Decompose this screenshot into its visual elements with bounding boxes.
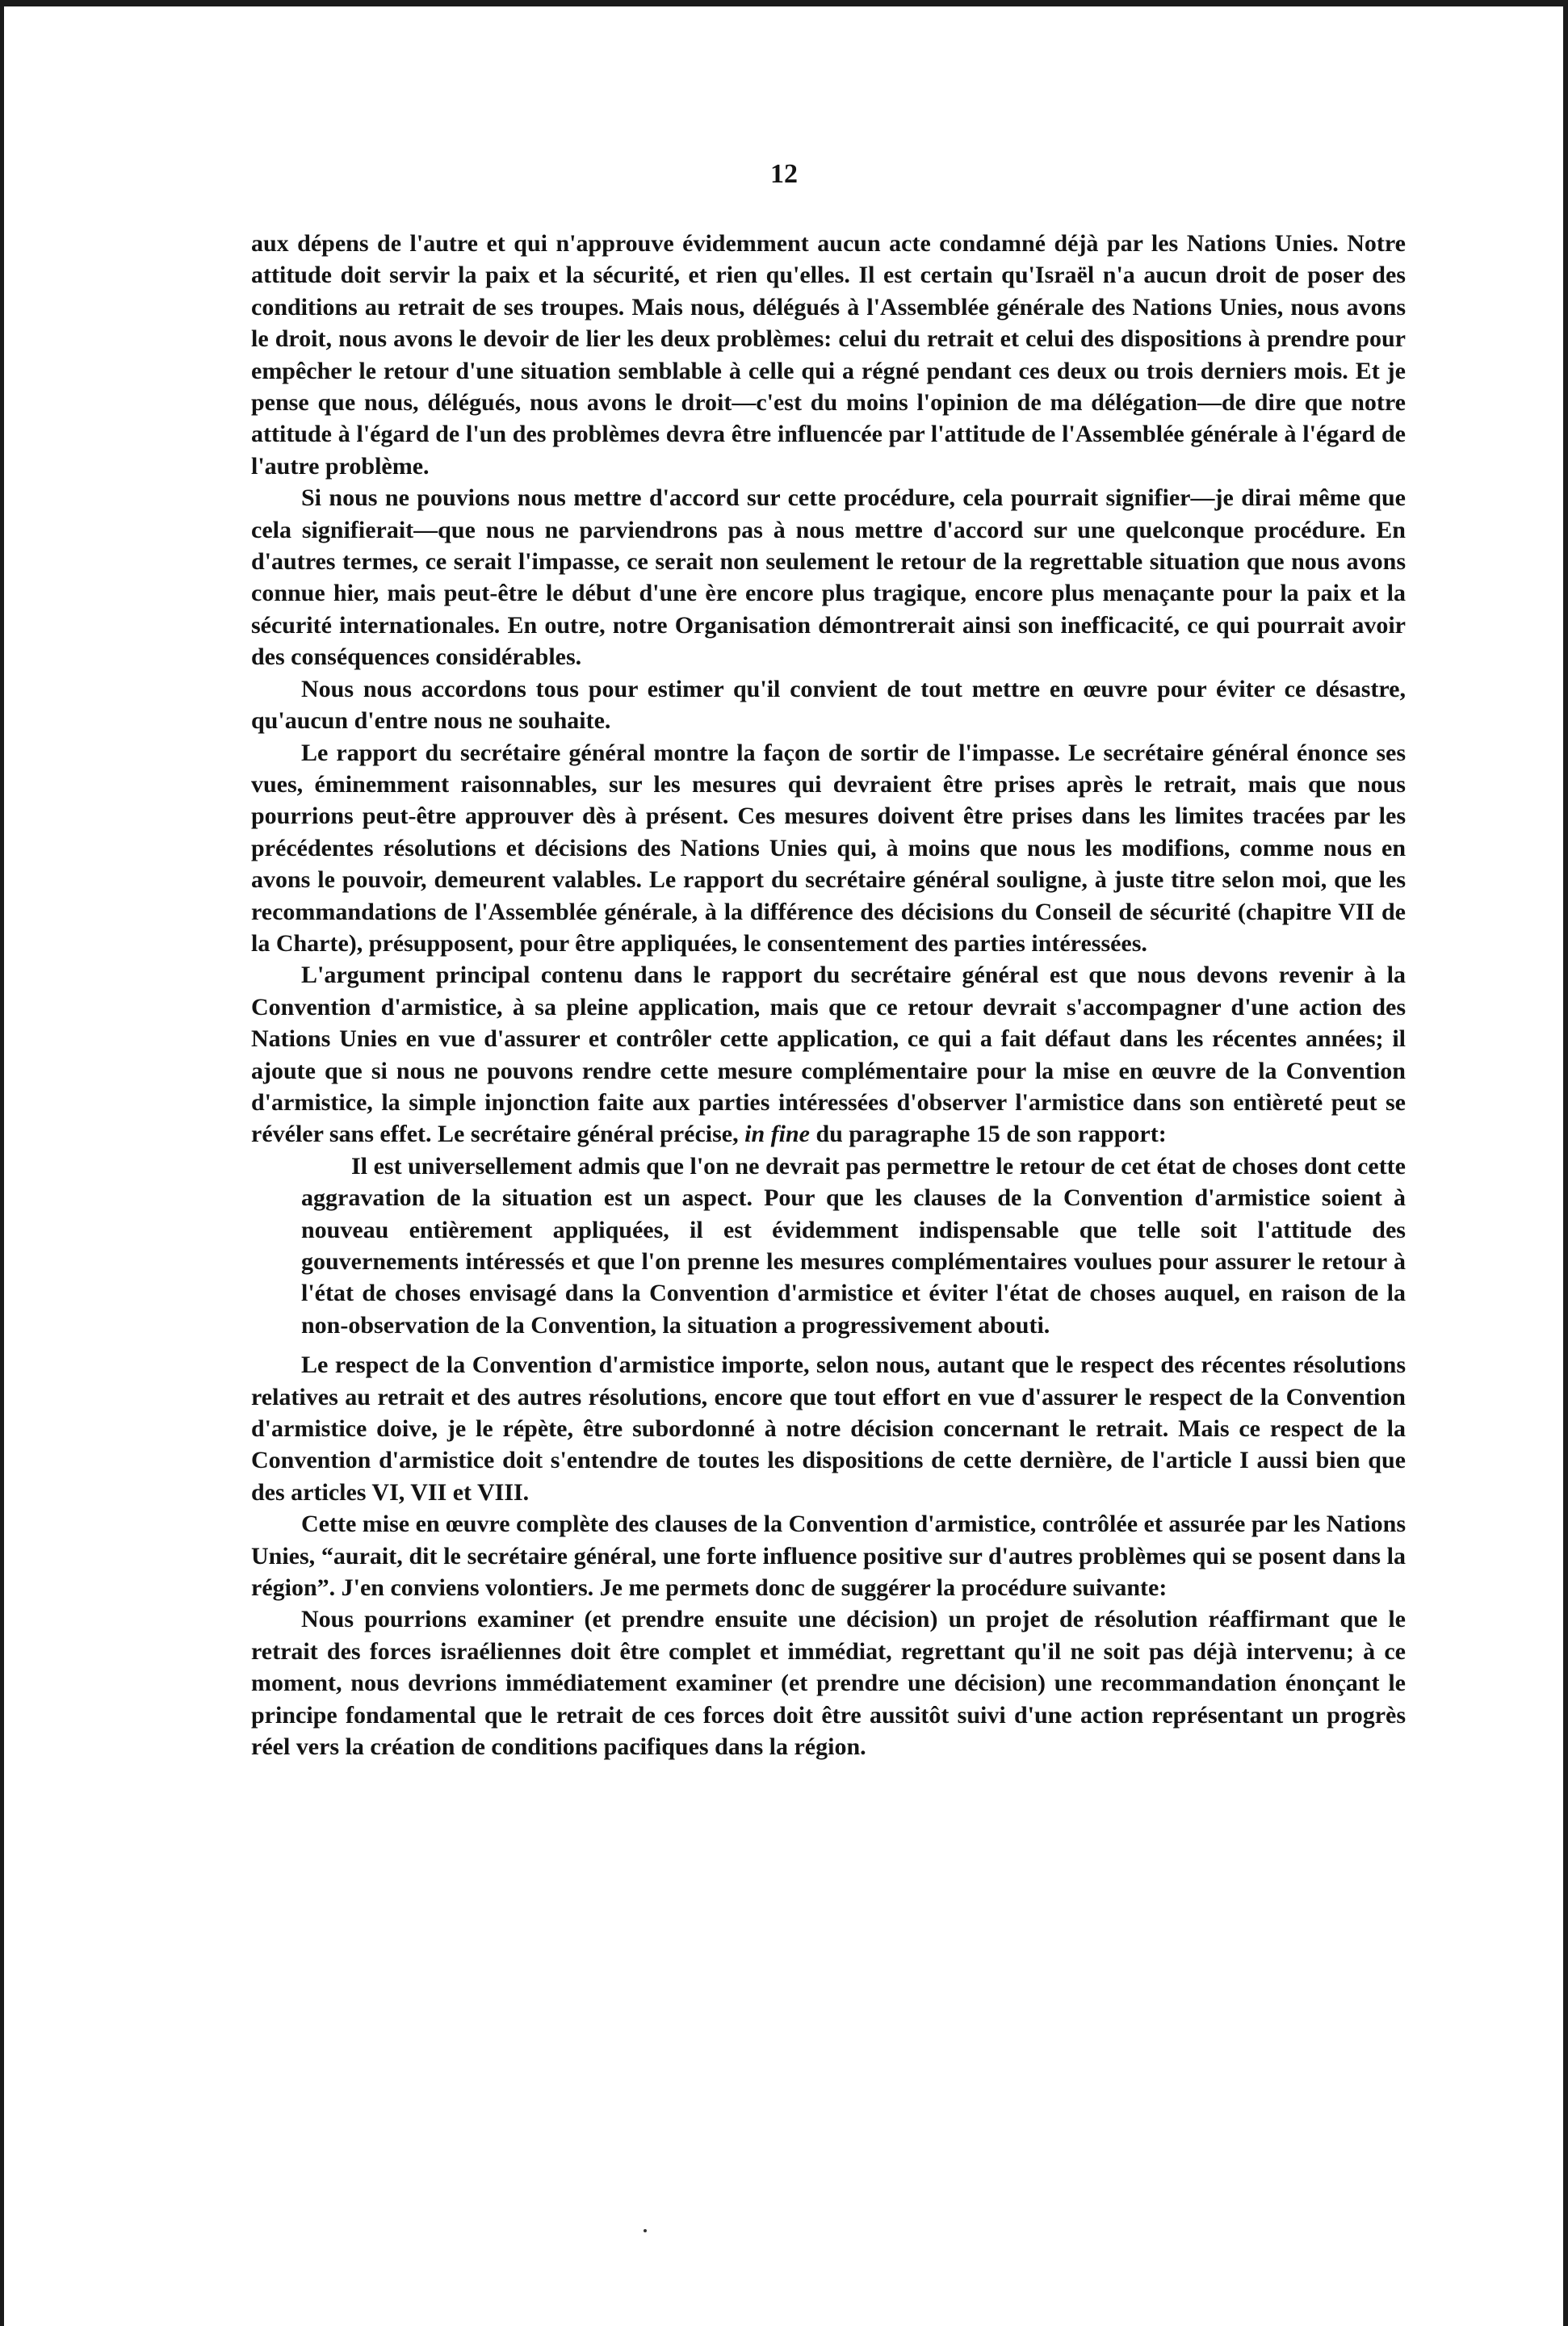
- paragraph-3: Nous nous accordons tous pour estimer qu'il convient de tout mettre en œuvre pour éviter ce désastre, qu'aucun d'entre nous ne souhaite.: [251, 675, 1406, 735]
- scan-border-top: [0, 0, 1568, 6]
- paragraph-5-end: du paragraphe 15 de son rapport:: [809, 1121, 1167, 1148]
- body-text: [251, 228, 1406, 1763]
- paragraph-4: Le rapport du secrétaire général montre la façon de sortir de l'impasse. Le secrétaire général énonce ses vues, éminemment raisonnables, sur les mesures qui devraient être prises après le retrait, mais que nous pourrions peut-être approuver dès à présent. Ces mesures doivent être prises dans les limites tracées par les précédentes résolutions et décisions des Nations Unies qui, à moins que nous les modifions, comme nous en avons le pouvoir, demeurent valables. Le rapport du secrétaire général souligne, à juste titre selon moi, que les recommandations de l'Assemblée générale, à la différence des décisions du Conseil de sécurité (chapitre VII de la Charte), présupposent, pour être appliquées, le consentement des parties intéressées.: [251, 739, 1406, 957]
- scan-border-right: [1563, 0, 1568, 2326]
- scan-speck: [644, 2229, 647, 2232]
- scan-border-left: [0, 0, 4, 2326]
- paragraph-5: [251, 959, 1406, 1150]
- paragraph-2: Si nous ne pouvions nous mettre d'accord sur cette procédure, cela pourrait signifier—je dirai même que cela signifierait—que nous ne parviendrons pas à nous mettre d'accord sur une quelconque procédure. En d'autres termes, ce serait l'impasse, ce serait non seulement le retour de la regrettable situation que nous avons connue hier, mais peut-être le début d'une ère encore plus tragique, encore plus menaçante pour la paix et la sécurité internationales. En outre, notre Organisation démontrerait ainsi son inefficacité, ce qui pourrait avoir des conséquences considérables.: [251, 484, 1406, 671]
- paragraph-5-emphasis: in fine: [744, 1121, 810, 1148]
- paragraph-7: Cette mise en œuvre complète des clauses de la Convention d'armistice, contrôlée et assurée par les Nations Unies, “aurait, dit le secrétaire général, une forte influence positive sur d'autres problèmes qui se posent dans la région”. J'en conviens volontiers. Je me permets donc de suggérer la procédure suivante:: [251, 1511, 1406, 1602]
- paragraph-5-text: L'argument principal contenu dans le rapport du secrétaire général est que nous devons revenir à la Convention d'armistice, à sa pleine application, mais que ce retour devrait s'accompagner d'une action des Nations Unies en vue d'assurer et contrôler cette application, ce qui a fait défaut dans les récentes années; il ajoute que si nous ne pouvons rendre cette mesure complémentaire pour la mise en œuvre de la Convention d'armistice, la simple injonction faite aux parties intéressées d'observer l'armistice dans son entièreté peut se révéler sans effet. Le secrétaire général précise,: [251, 962, 1406, 1148]
- paragraph-8: Nous pourrions examiner (et prendre ensuite une décision) un projet de résolution réaffirmant que le retrait des forces israéliennes doit être complet et immédiat, regrettant qu'il ne soit pas déjà intervenu; à ce moment, nous devrions immédiatement examiner (et prendre une décision) une recommandation énonçant le principe fondamental que le retrait de ces forces doit être aussitôt suivi d'une action représentant un progrès réel vers la création de conditions pacifiques dans la région.: [251, 1606, 1406, 1761]
- paragraph-1: aux dépens de l'autre et qui n'approuve évidemment aucun acte condamné déjà par les Nations Unies. Notre attitude doit servir la paix et la sécurité, et rien qu'elles. Il est certain qu'Israël n'a aucun droit de poser des conditions au retrait de ses troupes. Mais nous, délégués à l'Assemblée générale des Nations Unies, nous avons le droit, nous avons le devoir de lier les deux problèmes: celui du retrait et celui des dispositions à prendre pour empêcher le retour d'une situation semblable à celle qui a régné pendant ces deux ou trois derniers mois. Et je pense que nous, délégués, nous avons le droit—c'est du moins l'opinion de ma délégation—de dire que notre attitude à l'égard de l'un des problèmes devra être influencée par l'attitude de l'Assemblée générale à l'égard de l'autre problème.: [251, 230, 1406, 480]
- block-quote: Il est universellement admis que l'on ne devrait pas permettre le retour de cet état de choses dont cette aggravation de la situation est un aspect. Pour que les clauses de la Convention d'armistice soient à nouveau entièrement appliquées, il est évidemment indispensable que telle soit l'attitude des gouvernements intéressés et que l'on prenne les mesures complémentaires voulues pour assurer le retour à l'état de choses envisagé dans la Convention d'armistice et éviter l'état de choses auquel, en raison de la non-observation de la Convention, la situation a progressivement abouti.: [301, 1152, 1406, 1339]
- page-number: 12: [770, 159, 798, 189]
- paragraph-6: Le respect de la Convention d'armistice importe, selon nous, autant que le respect des récentes résolutions relatives au retrait et des autres résolutions, encore que tout effort en vue d'assurer le respect de la Convention d'armistice doive, je le répète, être subordonné à notre décision concernant le retrait. Mais ce respect de la Convention d'armistice doit s'entendre de toutes les dispositions de cette dernière, de l'article I aussi bien que des articles VI, VII et VIII.: [251, 1352, 1406, 1506]
